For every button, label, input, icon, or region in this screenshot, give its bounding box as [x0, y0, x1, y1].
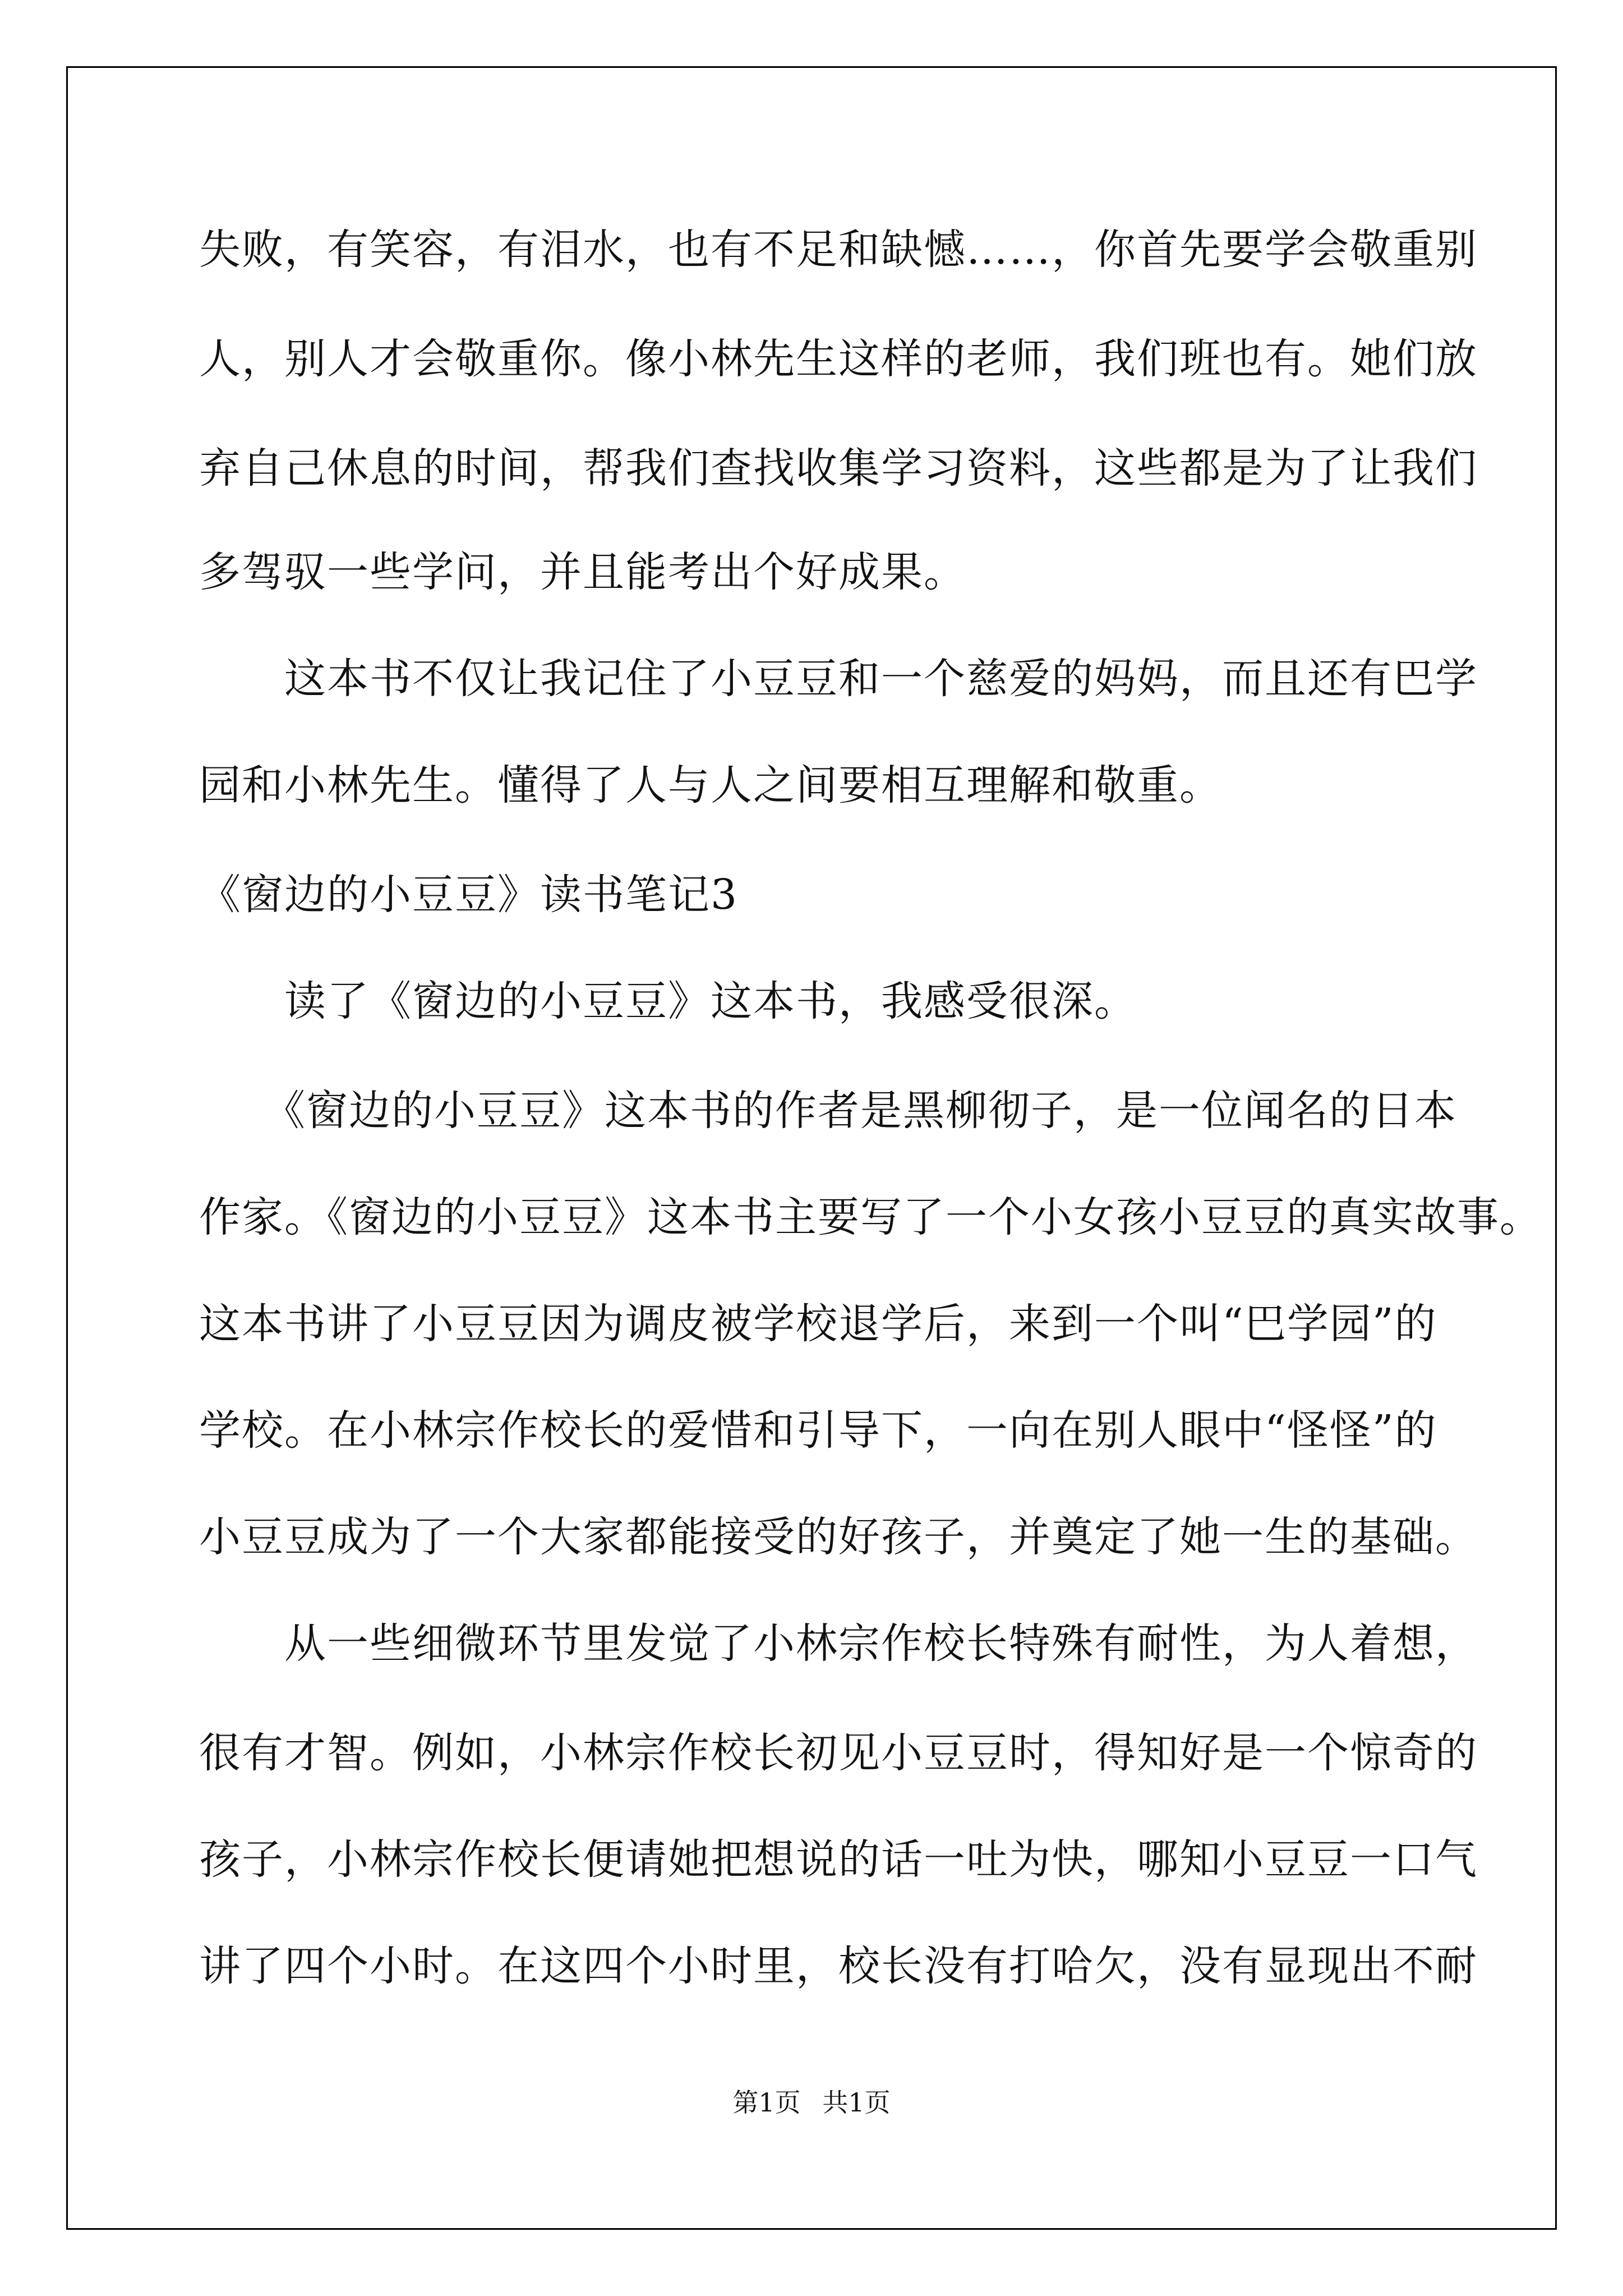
page-border: [66, 66, 1557, 2230]
page-total: 共1页: [822, 2087, 891, 2118]
text-line-10: 作家。《窗边的小豆豆》这本书主要写了一个小女孩小豆豆的真实故事。: [199, 1193, 1542, 1241]
page-number: 第1页: [732, 2087, 801, 2118]
text-line-11: 这本书讲了小豆豆因为调皮被学校退学后，来到一个叫“巴学园”的: [199, 1300, 1437, 1348]
text-line-14: 从一些细微环节里发觉了小林宗作校长特殊有耐性，为人着想，: [199, 1619, 1478, 1668]
text-line-6: 园和小林先生。懂得了人与人之间要相互理解和敬重。: [199, 761, 1222, 809]
text-line-15: 很有才智。例如，小林宗作校长初见小豆豆时，得知好是一个惊奇的: [199, 1729, 1478, 1777]
text-line-5: 这本书不仅让我记住了小豆豆和一个慈爱的妈妈，而且还有巴学: [199, 655, 1478, 703]
text-line-12: 学校。在小林宗作校长的爱惜和引导下，一向在别人眼中“怪怪”的: [199, 1406, 1437, 1455]
text-line-4: 多驾驭一些学问，并且能考出个好成果。: [199, 548, 966, 596]
text-line-16: 孩子，小林宗作校长便请她把想说的话一吐为快，哪知小豆豆一口气: [199, 1835, 1478, 1884]
page-footer: [0, 2086, 1623, 2119]
text-line-9: 《窗边的小豆豆》这本书的作者是黑柳彻子，是一位闻名的日本: [199, 1087, 1457, 1135]
text-line-1: 失败，有笑容，有泪水，也有不足和缺憾……，你首先要学会敬重别: [199, 226, 1478, 274]
text-line-17: 讲了四个小时。在这四个小时里，校长没有打哈欠，没有显现出不耐: [199, 1942, 1478, 1990]
section-heading: 《窗边的小豆豆》读书笔记3: [199, 871, 739, 919]
text-line-13: 小豆豆成为了一个大家都能接受的好孩子，并奠定了她一生的基础。: [199, 1513, 1478, 1561]
text-line-8: 读了《窗边的小豆豆》这本书，我感受很深。: [199, 977, 1137, 1025]
text-line-2: 人，别人才会敬重你。像小林先生这样的老师，我们班也有。她们放: [199, 335, 1478, 383]
text-line-3: 弃自己休息的时间，帮我们查找收集学习资料，这些都是为了让我们: [199, 444, 1478, 493]
